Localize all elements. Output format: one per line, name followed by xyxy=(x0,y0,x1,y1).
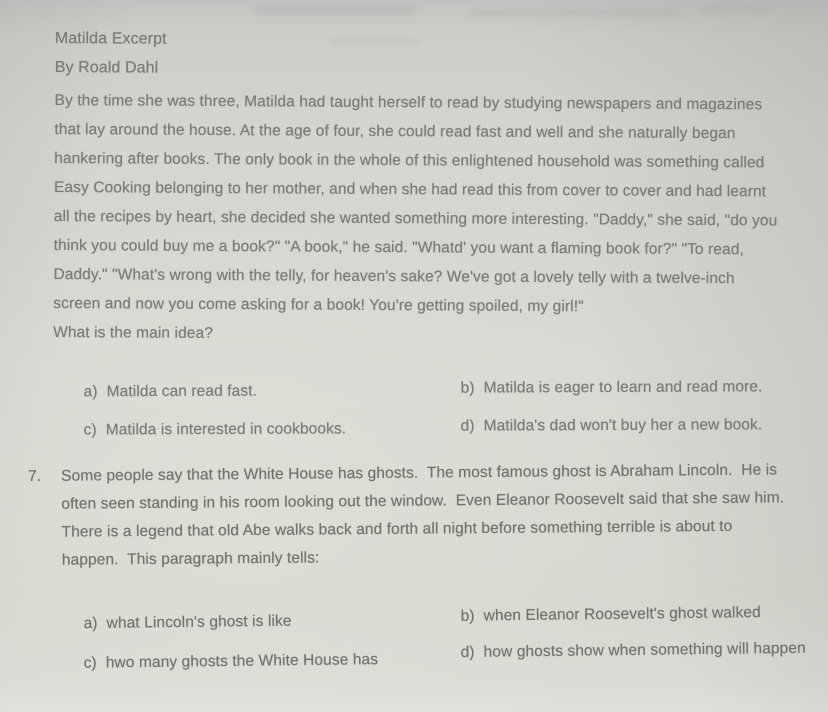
worksheet-title: Matilda Excerpt xyxy=(54,29,167,48)
byline: By Roald Dahl xyxy=(54,58,159,77)
option-label: b) xyxy=(460,607,475,625)
option-label: a) xyxy=(83,614,98,633)
bleed-through-mark xyxy=(700,4,770,13)
option-text: Matilda is interested in cookbooks. xyxy=(105,420,347,439)
option-text: Matilda can read fast. xyxy=(106,382,258,401)
option-label: d) xyxy=(460,643,475,661)
question-number: 7. xyxy=(28,467,42,485)
question-line: happen. This paragraph mainly tells: xyxy=(61,549,320,569)
option-label: c) xyxy=(83,654,97,672)
main-idea-option-c xyxy=(66,399,346,460)
main-idea-question: What is the main idea? xyxy=(53,323,214,342)
bleed-through-mark xyxy=(470,10,680,17)
option-text: when Eleanor Roosevelt's ghost walked xyxy=(483,604,761,625)
option-label: d) xyxy=(460,417,475,435)
excerpt-line: Daddy." "What's wrong with the telly, for heaven's sake? We've got a lovely telly with a twelve-inch xyxy=(53,265,735,288)
option-text: how ghosts show when something will happen xyxy=(483,639,806,661)
excerpt-line: screen and now you come asking for a book! You're getting spoiled, my girl!" xyxy=(53,294,584,316)
question-line: Some people say that the White House has ghosts. The most famous ghost is Abraham Lincoln. He is xyxy=(61,461,778,485)
question-line: often seen standing in his room looking out the window. Even Eleanor Roosevelt said that she saw him. xyxy=(61,489,785,513)
main-idea-option-d xyxy=(443,395,763,456)
option-text: what Lincoln's ghost is like xyxy=(106,612,292,632)
option-label: c) xyxy=(83,421,97,439)
excerpt-line: think you could buy me a book?" "A book," he said. "Whatd' you want a flaming book for?" "To read, xyxy=(53,236,744,259)
option-label: a) xyxy=(83,383,98,401)
option-text: hwo many ghosts the White House has xyxy=(105,651,379,672)
excerpt-section xyxy=(53,24,815,352)
question-7-section xyxy=(28,456,819,575)
excerpt-line: all the recipes by heart, she decided she wanted something more interesting. "Daddy," she said, "do you xyxy=(53,207,778,230)
excerpt-line: Easy Cooking belonging to her mother, and when she had read this from cover to cover and had learnt xyxy=(53,178,767,201)
option-text: Matilda's dad won't buy her a new book. xyxy=(483,416,763,435)
question-7-option-d xyxy=(443,619,806,683)
excerpt-line: hankering after books. The only book in the whole of this enlightened household was something called xyxy=(54,149,765,172)
bleed-through-mark xyxy=(255,6,415,14)
option-label: b) xyxy=(460,379,475,397)
excerpt-line: By the time she was three, Matilda had taught herself to read by studying newspapers and magazines xyxy=(54,91,763,114)
option-text: Matilda is eager to learn and read more. xyxy=(483,378,763,397)
excerpt-line: that lay around the house. At the age of four, she could read fast and well and she naturally began xyxy=(54,120,736,143)
question-7-option-c xyxy=(66,630,379,694)
question-line: There is a legend that old Abe walks back and forth all night before something terrible is about to xyxy=(61,517,733,541)
